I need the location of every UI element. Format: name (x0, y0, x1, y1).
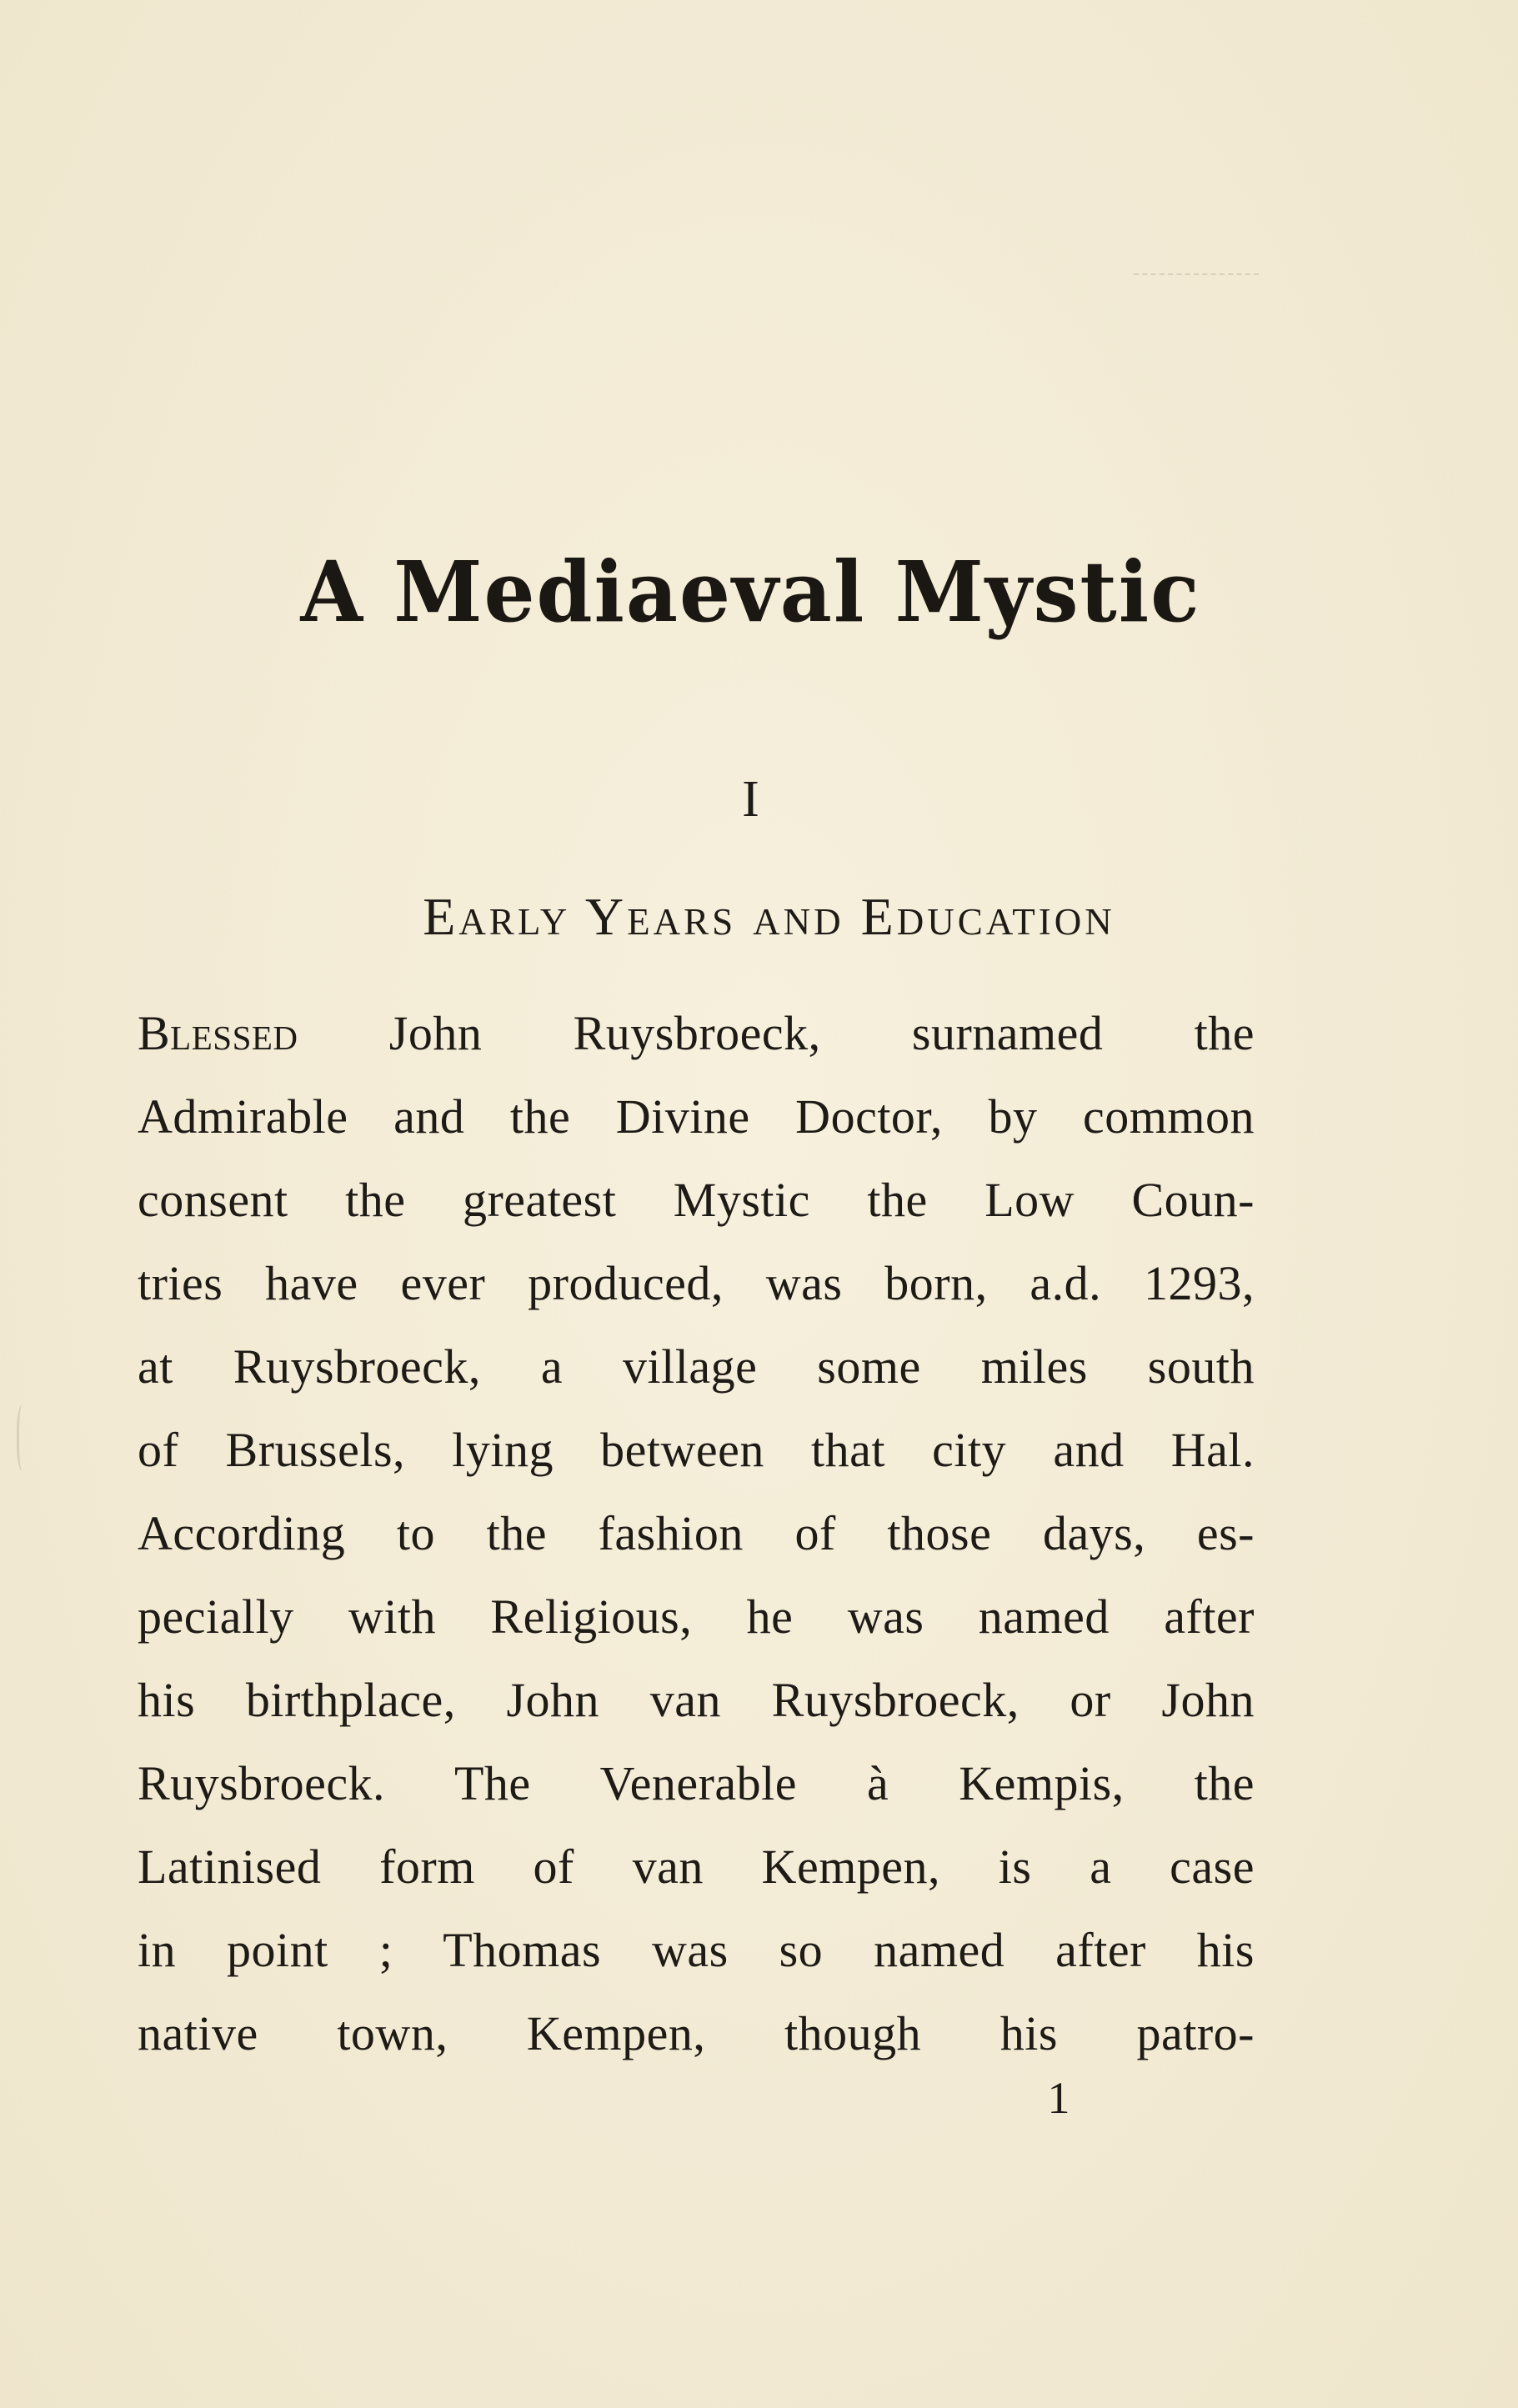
text-line (138, 992, 1255, 1075)
text-line: pecially with Religious, he was named after (138, 1589, 1255, 1644)
body-text (138, 992, 1255, 2075)
text-line: According to the fashion of those days, es- (138, 1506, 1255, 1560)
top-rule (1134, 273, 1259, 275)
text-line: Admirable and the Divine Doctor, by common (138, 1089, 1255, 1144)
text-line: his birthplace, John van Ruysbroeck, or John (138, 1673, 1255, 1727)
text-line: Ruysbroeck. The Venerable à Kempis, the (138, 1756, 1255, 1810)
lead-word: Blessed (138, 1006, 298, 1060)
text-line: at Ruysbroeck, a village some miles south (138, 1339, 1255, 1394)
text-line: native town, Kempen, though his patro- (138, 2006, 1255, 2060)
text-line: Latinised form of van Kempen, is a case (138, 1840, 1255, 1894)
margin-pencil-mark (17, 1404, 31, 1471)
text-line-rest: John Ruysbroeck, surnamed the (298, 1006, 1255, 1060)
chapter-number: I (742, 771, 759, 828)
text-line: tries have ever produced, was born, a.d. 1293, (138, 1256, 1255, 1310)
text-line: consent the greatest Mystic the Low Coun- (138, 1173, 1255, 1227)
text-line: of Brussels, lying between that city and Hal. (138, 1423, 1255, 1477)
text-line: in point ; Thomas was so named after his (138, 1923, 1255, 1977)
book-title: A Mediaeval Mystic (300, 543, 1201, 641)
page-number: 1 (1047, 2073, 1070, 2123)
chapter-title: Early Years and Education (423, 887, 1115, 946)
